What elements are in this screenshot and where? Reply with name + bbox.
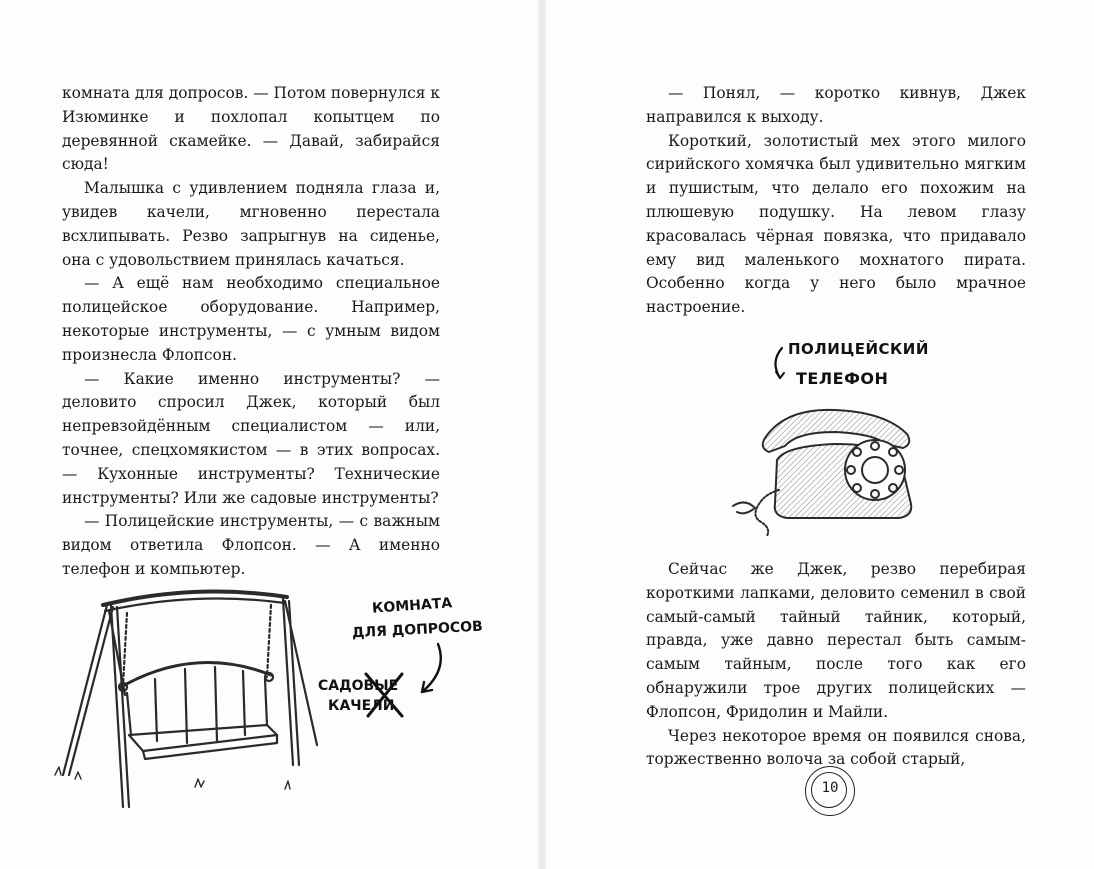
phone-label-line1: ПОЛИЦЕЙСКИЙ xyxy=(788,340,929,358)
telephone-illustration xyxy=(725,400,925,540)
right-paragraph-4: Через некоторое время он появился снова, торжественно волоча за собой старый, xyxy=(646,726,1026,769)
curved-arrow-icon xyxy=(768,346,790,384)
left-paragraph-5: — Полицейские инструменты, — с важным видом ответила Флопсон. — А именно телефон и компьютер. xyxy=(62,512,440,578)
left-paragraph-3: — А ещё нам необходимо специальное полицейское оборудование. Например, некоторые инструменты, — с умным видом произнесла Флопсон. xyxy=(62,274,440,364)
right-paragraph-3: Сейчас же Джек, резво перебирая короткими лапками, деловито семенил в свой самый-самый тайный тайник, который, правда, уже давно перестал быть самым-самым тайным, после того как его обнаружили трое других полицейских — Флопсон, Фридолин и Майли. xyxy=(646,560,1026,721)
right-paragraph-2: Короткий, золотистый мех этого милого сирийского хомячка был удивительно мягким и пушистым, что делало его похожим на плюшевую подушку. На левом глазу красовалась чёрная повязка, что придавало ему вид маленького мохнатого пирата. Особенно когда у него было мрачное настроение. xyxy=(646,131,1026,317)
phone-label-line2: ТЕЛЕФОН xyxy=(796,369,889,388)
book-gutter xyxy=(538,0,546,869)
curved-arrow-icon xyxy=(410,640,450,700)
right-paragraph-1: — Понял, — коротко кивнув, Джек направился к выходу. xyxy=(646,84,1026,126)
cross-mark-icon xyxy=(362,670,406,720)
swing-label-line2: ДЛЯ ДОПРОСОВ xyxy=(351,618,484,642)
page-number: 10 xyxy=(821,780,839,796)
swing-crossed-line1: САДОВЫЕ xyxy=(318,678,399,694)
swing-label-line1: КОМНАТА xyxy=(371,595,453,617)
swing-crossed-line2: КАЧЕЛИ xyxy=(328,698,395,714)
left-page-text xyxy=(62,82,440,582)
right-page-text-bottom xyxy=(646,558,1026,772)
left-paragraph-1: комната для допросов. — Потом повернулся к Изюминке и похлопал копытцем по деревянной скамейке. — Давай, забирайся сюда! xyxy=(62,84,440,174)
left-paragraph-2: Малышка с удивлением подняла глаза и, увидев качели, мгновенно перестала всхлипывать. Резво запрыгнув на сиденье, она с удовольствием принялась качаться. xyxy=(62,179,440,269)
page-number-badge xyxy=(805,766,855,816)
swing-illustration xyxy=(45,575,345,835)
left-paragraph-4: — Какие именно инструменты? — деловито спросил Джек, который был непревзойдённым специалистом — или, точнее, спецхомякистом — в этих вопросах. — Кухонные инструменты? Технические инструменты? Или же садовые инструменты? xyxy=(62,369,440,507)
right-page-text-top xyxy=(646,82,1026,320)
